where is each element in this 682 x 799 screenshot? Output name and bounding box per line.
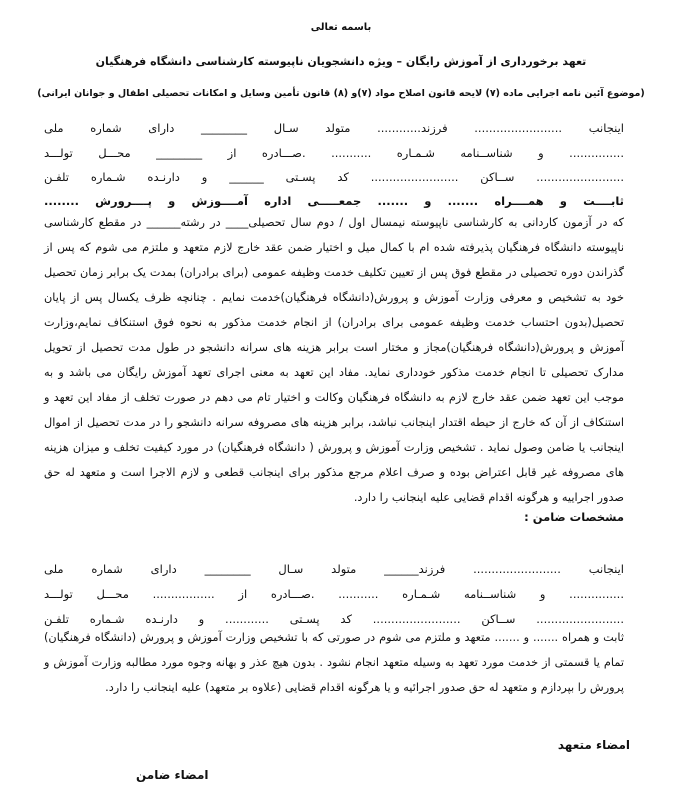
guarantor-fields-line-1: اینجانب ........................ فرزند______ متولد سـال ________ دارای شماره ملی <box>44 562 624 576</box>
committed-fields-line-2: ............... و شناســنامه شـمـاره ........... .صـــادره از ________ محـــل تولـــد <box>44 146 624 160</box>
guarantor-fields-line-2: ............... و شناســنامه شـمـاره ........... .صـــادره از ................. محـــل تولـــد <box>44 587 624 601</box>
committed-signature-label: امضاء متعهد <box>557 738 630 752</box>
guarantor-fields-line-3: ........................ ســاکن ........................ کد پسـتی ............ و دارنـده شـماره تلفـن <box>44 612 624 626</box>
guarantor-commitment-paragraph: ثابت و همراه ....... و ....... متعهد و ملتزم می شوم در صورتی که با تشخیص وزارت آموزش و پرورش (دانشگاه فرهنگیان) تمام یا قسمتی از خدمت مورد تعهد به وسیله متعهد انجام نشود . بدون هیچ عذر و بهانه وجوه مورد مطالبه وزارت آموزش و پرورش را بپردازم و متعهد له حق صدور اجرائیه و یا هرگونه اقدام قضایی (علاوه بر متعهد) علیه اینجانب را دارد. <box>44 631 624 694</box>
document-title: تعهد برخورداری از آموزش رایگان – ویژه دانشجویان ناپیوسته کارشناسی دانشگاه فرهنگیان <box>95 55 587 68</box>
commitment-body-paragraph: که در آزمون کاردانی به کارشناسی ناپیوسته نیمسال اول / دوم سال تحصیلی____ در رشته______ در مقطع کارشناسی ناپیوسته دانشگاه فرهنگیان پذیرفته شده ام با کمال میل و اختیار ضمن عقد خارج لازم متعهد و ملتزم می شوم که پس از گذراندن دوره تحصیلی در مقطع فوق پس از تعیین تکلیف خدمت وظیفه عمومی (برای برادران) بمدت یک برابر زمان تحصیل خود به تشخیص و معرفی وزارت آموزش و پرورش(دانشگاه فرهنگیان)خدمت نمایم . چنانچه ظرف یکسال پس از پایان تحصیل(بدون احتساب خدمت وظیفه عمومی برای برادران) از انجام خدمت مذکور به نحوه فوق استنکاف نمایم،وزارت آموزش و پرورش(دانشگاه فرهنگیان)مجاز و مختار است برابر هزینه های سرانه دانشجو در طول مدت تحصیل از تحویل مدارک تحصیلی تا انجام خدمت مذکور خودداری نماید. مفاد این تعهد به معنی اجرای تعهد آموزش رایگان می باشد و به موجب این تعهد ضمن عقد خارج لازم به دانشگاه فرهنگیان وکالت و اختیار تام می دهم در صورت تخلف از مفاد این تعهد و استنکاف از آن که خارج از حیطه اقتدار اینجانب نباشد، برابر هزینه های مصروفه سرانه دانشجو را در مدت تحصیل از اموال اینجانب یا ضامن وصول نماید . تشخیص وزارت آموزش و پرورش ( دانشگاه فرهنگیان) در مورد کیفیت تخلف و میزان هزینه های مصروفه غیر قابل اعتراض بوده و صرف اعلام مرجع مذکور برای اینجانب قطعی و لازم الاجرا است و متعهد له حق صدور اجراییه و هرگونه اقدام قضایی علیه اینجانب را دارد. <box>44 216 624 504</box>
document-subject: (موضوع آئین نامه اجرایی ماده (۷) لایحه قانون اصلاح مواد (۷)و (۸) قانون تأمین وسایل و امکانات تحصیلی اطفال و جوانان ایرانی) <box>37 88 645 99</box>
committed-fields-line-3: ........................ ســاکن ........................ کد پسـتی ______ و دارنـده شـماره تلفـن <box>44 170 624 184</box>
committed-fields-line-1: اینجانب ........................ فرزند............ متولد سـال ________ دارای شماره ملی <box>44 121 624 135</box>
guarantor-section-heading: مشخصات ضامن : <box>524 510 624 524</box>
guarantor-signature-label: امضاء ضامن <box>136 768 209 782</box>
committed-fields-line-4: ثابــــت و همــــراه ....... و ....... جمعـــــی اداره آمــــوزش و پــــرورش ........ <box>44 194 624 208</box>
basmala-heading: باسمه تعالی <box>310 22 372 33</box>
